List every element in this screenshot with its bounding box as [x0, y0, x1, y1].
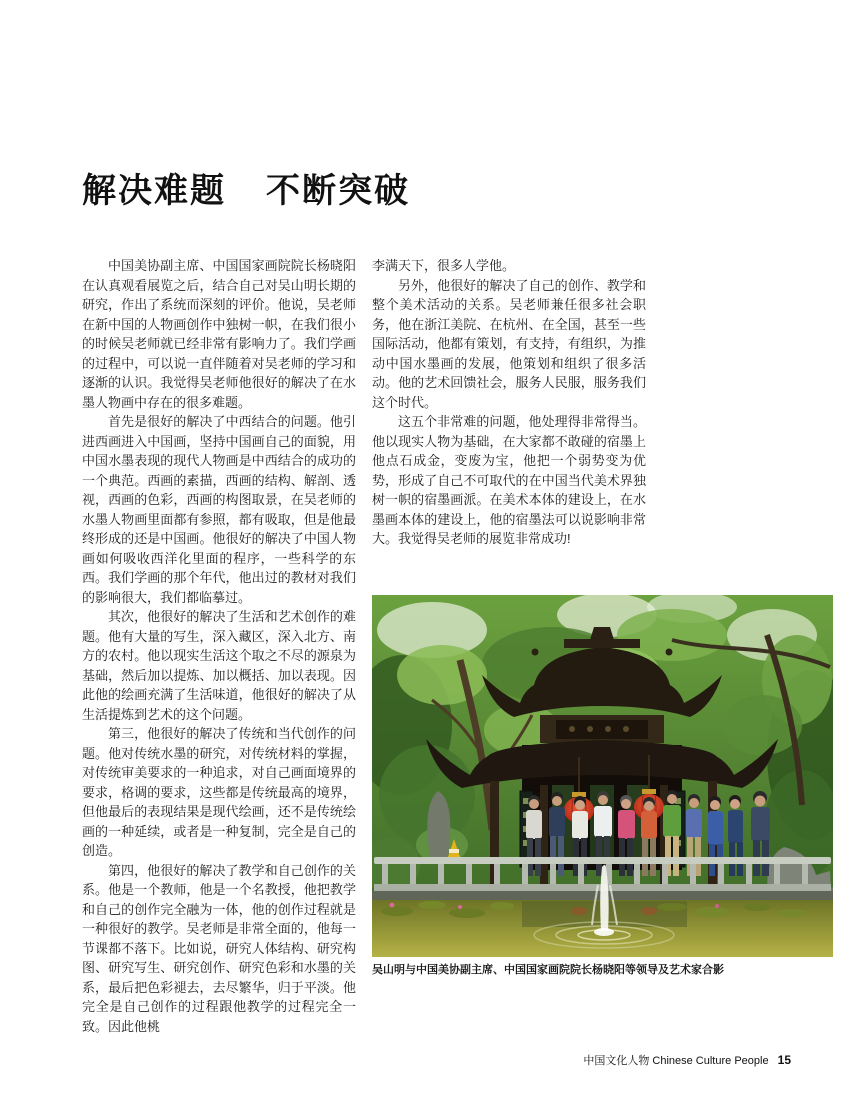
page-footer [583, 1052, 791, 1068]
title-part-1: 解决难题 [82, 172, 226, 210]
paragraph: 第三，他很好的解决了传统和当代创作的问题。他对传统水墨的研究，对传统材料的掌握，对传统审美要求的一种追求，对自己画面境界的要求，格调的要求，这些都是传统最高的境界，但他最后的表现结果是现代绘画，还不是传统绘画的一种延续，或者是一种复制，完全是自己的创造。 [82, 726, 356, 858]
paragraph-continuation: 李满天下，很多人学他。 [372, 258, 516, 273]
text-column-right [372, 256, 646, 549]
journal-name-cn: 中国文化人物 [583, 1055, 650, 1067]
paragraph: 第四，他很好的解决了教学和自己创作的关系。他是一个教师，他是一个名教授，他把教学和自己的创作完全融为一体，他的创作过程就是一种很好的教学。吴老师是非常全面的，他每一节课都不落下。比如说，研究人体结构、研究构图、研究写生、研究创作、研究色彩和水墨的关系，最后把色彩褪去，去尽繁华，归于平淡。他完全是自己创作的过程跟他教学的过程完全一致。因此他桃 [82, 862, 356, 1034]
paragraph: 另外，他很好的解决了自己的创作、教学和整个美术活动的关系。吴老师兼任很多社会职务，他在浙江美院、在杭州、在全国，甚至一些国际活动，他都有策划，有支持，有组织，为推动中国水墨画的发展，他策划和组织了很多活动。他的艺术回馈社会，服务人民服，服务我们这个时代。 [372, 277, 646, 410]
group-photo [372, 595, 833, 957]
paragraph: 其次，他很好的解决了生活和艺术创作的难题。他有大量的写生，深入藏区，深入北方、南方的农村。他以现实生活这个取之不尽的源泉为基础，然后加以提炼、加以概括、加以表现。因此他的绘画充满了生活味道，他很好的解决了从生活提炼到艺术的这个问题。 [82, 609, 356, 722]
lotus-flower [390, 903, 395, 908]
page-number: 15 [777, 1053, 791, 1067]
paragraph: 这五个非常难的问题，他处理得非常得当。他以现实人物为基础，在大家都不敢碰的宿墨上他点石成金，变废为宝，他把一个弱势变为优势，形成了自己不可取代的在中国当代美术界独树一帜的宿墨画派。在美术本体的建设上，在水墨画本体的建设上，他的宿墨法可以说影响非常大。我觉得吴老师的展览非常成功! [372, 414, 646, 546]
text-column-left [82, 256, 356, 1036]
title-part-2: 不断突破 [266, 172, 410, 210]
paragraph: 中国美协副主席、中国国家画院院长杨晓阳在认真观看展览之后，结合自己对吴山明长期的研究，作出了系统而深刻的评价。他说，吴老师在新中国的人物画创作中独树一帜，在我们很小的时候吴老师就已经非常有影响力了。我们学画的过程中，可以说一直伴随着对吴老师的学习和逐渐的认识。我觉得吴老师他很好的解决了在水墨人物画中存在的很多难题。 [82, 258, 356, 410]
journal-name-en: Chinese Culture People [652, 1055, 769, 1067]
page-title [82, 163, 410, 212]
lotus-flower [458, 905, 462, 909]
paragraph: 首先是很好的解决了中西结合的问题。他引进西画进入中国画，坚持中国画自己的面貌，用中国水墨表现的现代人物画是中西结合的成功的一个典范。西画的素描，西画的结构、解剖、透视，西画的色彩，西画的构图取景，在吴老师的水墨人物画里面都有参照，都有吸取，但是他最终形成的还是中国画。他很好的解决了中国人物画如何吸收西洋化里面的程序，一些科学的东西。我们学画的那个年代，他出过的教材对我们的影响很大，我们都临摹过。 [82, 414, 356, 605]
photo-caption: 吴山明与中国美协副主席、中国国家画院院长杨晓阳等领导及艺术家合影 [372, 964, 724, 976]
lotus-flower [715, 904, 719, 908]
group-photo-illustration [372, 595, 833, 957]
